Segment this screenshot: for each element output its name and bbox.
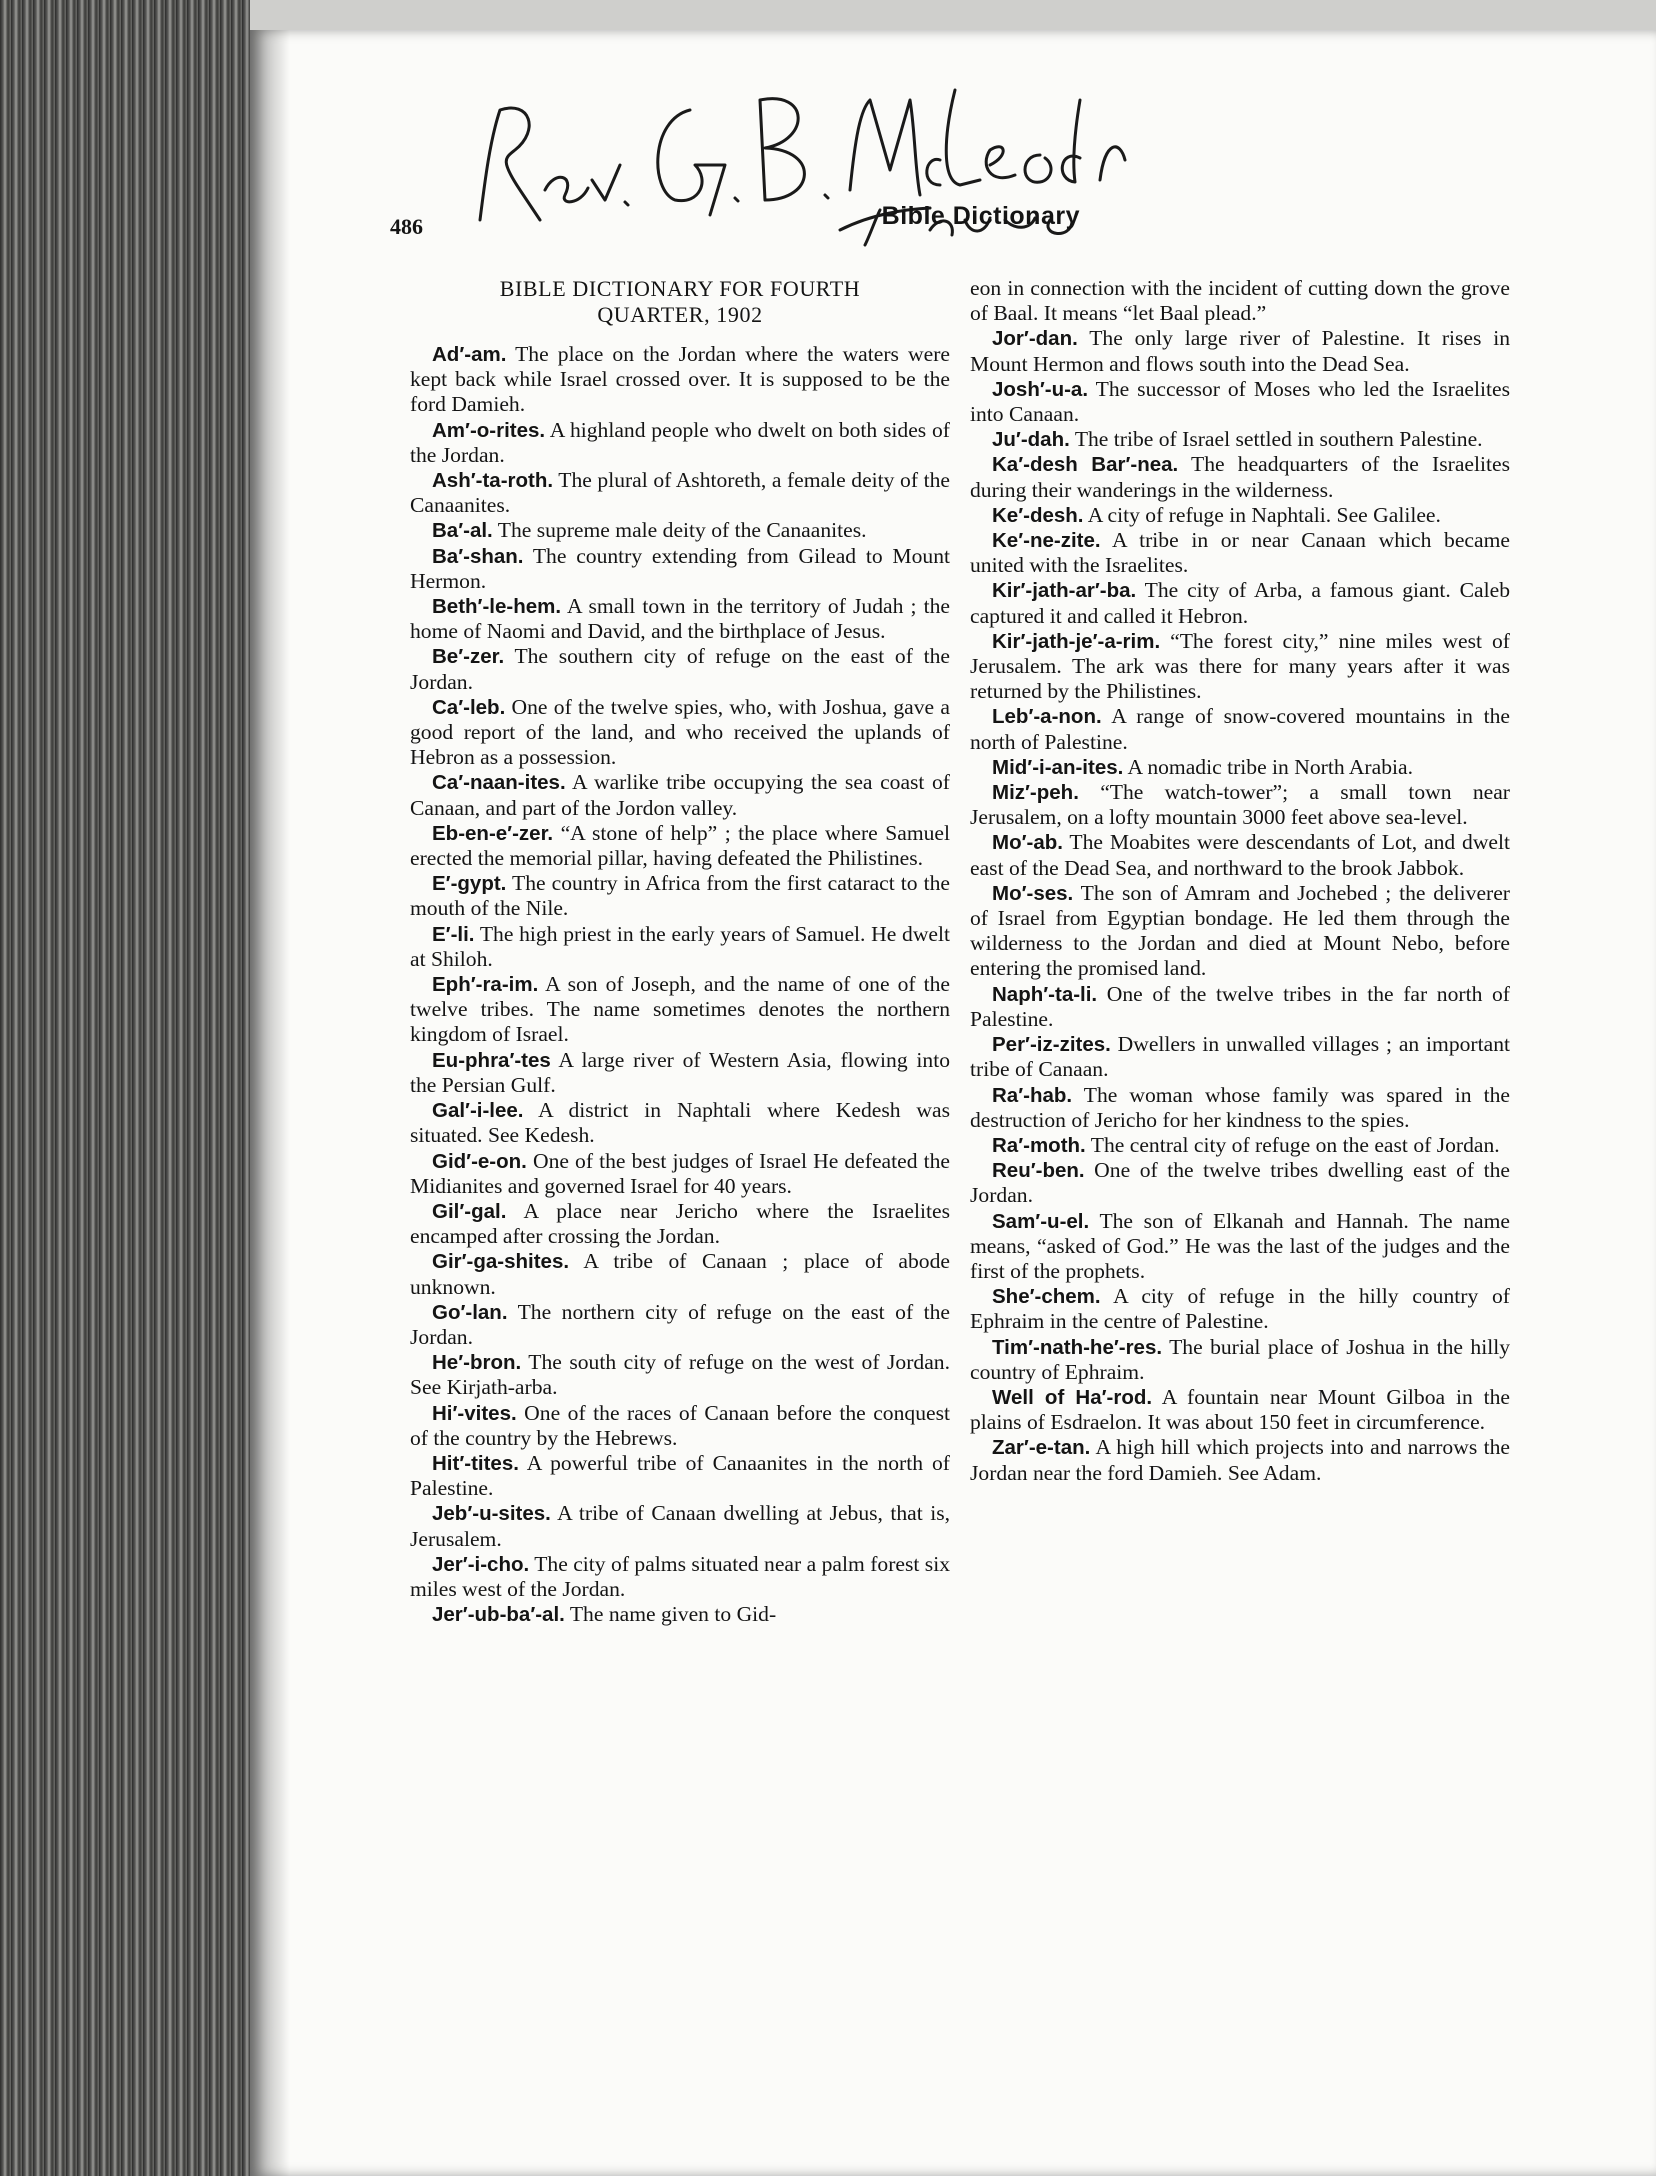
entry-headword: Well of Ha′-rod.	[992, 1385, 1153, 1409]
dictionary-entry	[970, 377, 1510, 427]
entry-definition: The country extending from Gilead to Mount Hermon.	[410, 543, 950, 593]
entry-definition: A tribe of Canaan dwelling at Jebus, that is, Jerusalem.	[410, 1501, 950, 1551]
entry-definition: The southern city of refuge on the east of the Jordan.	[410, 644, 950, 694]
entry-definition: The city of palms situated near a palm forest six miles west of the Jordan.	[410, 1551, 950, 1601]
dictionary-entry	[970, 830, 1510, 880]
entry-definition: One of the races of Canaan before the conquest of the country by the Hebrews.	[410, 1400, 950, 1450]
dictionary-entry	[970, 427, 1510, 452]
book-page-edges	[0, 0, 250, 2176]
dictionary-entry	[970, 704, 1510, 754]
dictionary-entry	[410, 1501, 950, 1551]
entry-definition: A tribe in or near Canaan which became united with the Israelites.	[970, 528, 1510, 578]
entry-definition: The burial place of Joshua in the hilly country of Ephraim.	[970, 1334, 1510, 1384]
entry-definition: The supreme male deity of the Canaanites.	[492, 518, 867, 543]
entry-headword: E′-gypt.	[432, 872, 507, 896]
entry-headword: Leb′-a-non.	[992, 705, 1102, 729]
entry-headword: Ad′-am.	[432, 343, 507, 366]
entry-definition: The only large river of Palestine. It rises in Mount Hermon and flows south into the Dead Sea.	[970, 326, 1510, 376]
entry-definition: The son of Elkanah and Hannah. The name means, “asked of God.” He was the last of the judges and the first of the prophets.	[970, 1208, 1510, 1283]
dictionary-entry	[970, 452, 1510, 502]
page-number: 486	[390, 214, 423, 239]
dictionary-entry	[410, 871, 950, 921]
entry-definition: One of the twelve spies, who, with Joshua, gave a good report of the land, and who received the uplands of Hebron as a possession.	[410, 694, 950, 770]
dictionary-entry	[410, 770, 950, 820]
entry-definition: A large river of Western Asia, flowing into the Persian Gulf.	[410, 1047, 950, 1097]
entry-headword: She′-chem.	[992, 1285, 1101, 1309]
entry-definition: “A stone of help” ; the place where Samuel erected the memorial pillar, having defeated the Philistines.	[410, 820, 950, 871]
entry-headword: Ju′-dah.	[992, 428, 1070, 452]
dictionary-entry	[970, 629, 1510, 705]
entry-definition: The central city of refuge on the east of Jordan.	[1085, 1132, 1500, 1157]
dictionary-entry	[970, 1335, 1510, 1385]
section-title	[410, 276, 950, 328]
dictionary-entry	[970, 755, 1510, 780]
entry-headword: Mo′-ses.	[992, 881, 1074, 905]
entry-headword: Ke′-desh.	[992, 503, 1084, 527]
entry-definition: A son of Joseph, and the name of one of the twelve tribes. The name sometimes denotes the northern kingdom of Israel.	[410, 972, 950, 1047]
entry-definition: A city of refuge in Naphtali. See Galilee.	[1083, 502, 1441, 527]
entry-headword: Josh′-u-a.	[992, 377, 1089, 401]
dictionary-entry	[410, 922, 950, 972]
entry-headword: Beth′-le-hem.	[432, 595, 562, 619]
dictionary-entry	[410, 695, 950, 771]
entry-headword: Hi′-vites.	[432, 1401, 517, 1425]
entry-headword: Ba′-shan.	[432, 544, 524, 568]
entry-definition: A place near Jericho where the Israelites encamped after crossing the Jordan.	[410, 1198, 950, 1249]
entry-headword: Miz′-peh.	[992, 781, 1079, 805]
left-column	[410, 276, 950, 1627]
dictionary-entry	[970, 1209, 1510, 1285]
entry-definition: A small town in the territory of Judah ; the home of Naomi and David, and the birthplace of Jesus.	[410, 594, 950, 644]
dictionary-entry	[410, 644, 950, 694]
entry-definition: The name given to Gid-	[564, 1602, 777, 1627]
entry-definition: The successor of Moses who led the Israelites into Canaan.	[970, 376, 1510, 427]
entry-headword: Go′-lan.	[432, 1300, 508, 1324]
dictionary-entry	[410, 342, 950, 418]
entry-definition: One of the twelve tribes in the far north of Palestine.	[970, 981, 1510, 1031]
entry-headword: Zar′-e-tan.	[992, 1436, 1091, 1460]
dictionary-entry	[410, 518, 950, 543]
entry-definition: Dwellers in unwalled villages ; an important tribe of Canaan.	[970, 1032, 1510, 1082]
entry-headword: Eph′-ra-im.	[432, 973, 539, 997]
header-title: Bible Dictionary	[881, 202, 1080, 230]
dictionary-entry	[410, 1249, 950, 1299]
entry-definition: A nomadic tribe in North Arabia.	[1123, 754, 1413, 779]
dictionary-entry	[410, 1350, 950, 1400]
left-entries	[410, 342, 950, 1627]
entry-definition: The place on the Jordan where the waters were kept back while Israel crossed over. It is supposed to be the ford Damieh.	[410, 342, 950, 417]
entry-headword: Reu′-ben.	[992, 1159, 1085, 1183]
entry-headword: He′-bron.	[432, 1351, 522, 1375]
dictionary-entry	[970, 326, 1510, 376]
entry-headword: Ra′-hab.	[992, 1083, 1073, 1107]
entry-definition: A tribe of Canaan ; place of abode unknown.	[410, 1249, 950, 1299]
entry-definition: The city of Arba, a famous giant. Caleb captured it and called it Hebron.	[970, 578, 1510, 628]
entry-headword: Per′-iz-zites.	[992, 1033, 1111, 1057]
dictionary-entry	[410, 1401, 950, 1451]
entry-headword: Ash′-ta-roth.	[432, 469, 554, 493]
entry-headword: Ra′-moth.	[992, 1133, 1086, 1157]
entry-definition: The tribe of Israel settled in southern Palestine.	[1069, 427, 1483, 452]
dictionary-entry	[410, 1098, 950, 1148]
entry-headword: Kir′-jath-je′-a-rim.	[992, 629, 1161, 653]
dictionary-entry	[970, 1133, 1510, 1158]
dictionary-entry	[970, 1284, 1510, 1334]
entry-headword: Ke′-ne-zite.	[992, 529, 1101, 553]
dictionary-entry	[970, 1158, 1510, 1208]
entry-definition: A fountain near Mount Gilboa in the plains of Esdraelon. It was about 150 feet in circumference.	[970, 1384, 1510, 1435]
entry-headword: Tim′-nath-he′-res.	[992, 1335, 1163, 1359]
entry-headword: Naph′-ta-li.	[992, 982, 1098, 1006]
entry-headword: Gal′-i-lee.	[432, 1099, 524, 1123]
entry-headword: Mo′-ab.	[992, 831, 1063, 855]
binding-shadow	[250, 30, 290, 2176]
entry-definition: The south city of refuge on the west of Jordan. See Kirjath-arba.	[410, 1350, 950, 1400]
entry-headword: Jeb′-u-sites.	[432, 1502, 551, 1526]
dictionary-entry	[410, 594, 950, 644]
dictionary-entry	[970, 881, 1510, 982]
entry-definition: The son of Amram and Jochebed ; the deliverer of Israel from Egyptian bondage. He led them through the wilderness to the Jordan and died at Mount Nebo, before entering the promised land.	[970, 880, 1510, 981]
dictionary-entry	[970, 503, 1510, 528]
dictionary-entry	[410, 821, 950, 871]
dictionary-entry	[970, 982, 1510, 1032]
dictionary-entry	[970, 528, 1510, 578]
entry-definition: A highland people who dwelt on both sides of the Jordan.	[410, 417, 950, 467]
running-head	[390, 200, 1080, 240]
entry-headword: Mid′-i-an-ites.	[992, 755, 1124, 779]
right-entries	[970, 326, 1510, 1485]
entry-definition: The headquarters of the Israelites during their wanderings in the wilderness.	[970, 452, 1510, 502]
entry-definition: A powerful tribe of Canaanites in the north of Palestine.	[410, 1450, 950, 1501]
dictionary-entry	[970, 1032, 1510, 1082]
dictionary-entry	[410, 972, 950, 1048]
entry-headword: E′-li.	[432, 922, 475, 946]
entry-headword: Gir′-ga-shites.	[432, 1250, 570, 1274]
dictionary-entry	[410, 1451, 950, 1501]
entry-definition: The Moabites were descendants of Lot, and dwelt east of the Dead Sea, and northward to the brook Jabbok.	[970, 830, 1510, 880]
entry-definition: A range of snow-covered mountains in the north of Palestine.	[970, 704, 1510, 754]
entry-headword: Hit′-tites.	[432, 1451, 519, 1475]
entry-definition: A warlike tribe occupying the sea coast of Canaan, and part of the Jordon valley.	[410, 770, 950, 820]
entry-headword: Ca′-naan-ites.	[432, 771, 566, 795]
dictionary-entry	[410, 1602, 950, 1627]
continuation-text: eon in connection with the incident of cutting down the grove of Baal. It means “let Baal plead.”	[970, 276, 1510, 326]
dictionary-entry	[410, 544, 950, 594]
dictionary-entry	[970, 780, 1510, 830]
entry-headword: Ka′-desh Bar′-nea.	[992, 453, 1179, 477]
entry-definition: The country in Africa from the first cataract to the mouth of the Nile.	[410, 871, 950, 921]
section-title-line2: QUARTER, 1902	[597, 302, 763, 327]
right-column	[970, 276, 1510, 1486]
entry-definition: A high hill which projects into and narrows the Jordan near the ford Damieh. See Adam.	[970, 1435, 1510, 1485]
dictionary-entry	[410, 1199, 950, 1249]
dictionary-entry	[970, 1083, 1510, 1133]
entry-headword: Ba′-al.	[432, 519, 493, 543]
entry-definition: “The watch-tower”; a small town near Jerusalem, on a lofty mountain 3000 feet above sea-level.	[970, 780, 1510, 830]
entry-definition: A city of refuge in the hilly country of Ephraim in the centre of Palestine.	[970, 1284, 1510, 1334]
dictionary-entry	[410, 1048, 950, 1098]
dictionary-entry	[970, 1385, 1510, 1435]
entry-headword: Jer′-i-cho.	[432, 1552, 530, 1576]
entry-headword: Kir′-jath-ar′-ba.	[992, 579, 1137, 603]
dictionary-entry	[410, 1552, 950, 1602]
dictionary-entry	[410, 418, 950, 468]
entry-headword: Gid′-e-on.	[432, 1149, 527, 1173]
entry-headword: Sam′-u-el.	[992, 1209, 1090, 1233]
dictionary-entry	[970, 578, 1510, 628]
entry-definition: One of the best judges of Israel He defeated the Midianites and governed Israel for 40 years.	[410, 1148, 950, 1198]
entry-definition: The high priest in the early years of Samuel. He dwelt at Shiloh.	[410, 921, 950, 971]
entry-headword: Jer′-ub-ba′-al.	[432, 1603, 565, 1627]
entry-headword: Jor′-dan.	[992, 327, 1078, 351]
dictionary-entry	[410, 1300, 950, 1350]
dictionary-entry	[410, 1149, 950, 1199]
dictionary-entry	[410, 468, 950, 518]
entry-headword: Be′-zer.	[432, 645, 505, 669]
dictionary-entry	[970, 1435, 1510, 1485]
entry-headword: Am′-o-rites.	[432, 418, 546, 442]
section-title-line1: BIBLE DICTIONARY FOR FOURTH	[499, 276, 861, 301]
entry-definition: The woman whose family was spared in the destruction of Jericho for her kindness to the spies.	[970, 1082, 1510, 1132]
entry-definition: “The forest city,” nine miles west of Jerusalem. The ark was there for many years after it was returned by the Philistines.	[970, 628, 1510, 704]
entry-headword: Eu-phra′-tes	[432, 1048, 551, 1072]
entry-headword: Eb-en-e′-zer.	[432, 821, 554, 845]
entry-definition: The plural of Ashtoreth, a female deity of the Canaanites.	[410, 468, 950, 518]
entry-definition: The northern city of refuge on the east of the Jordan.	[410, 1299, 950, 1349]
entry-definition: One of the twelve tribes dwelling east of the Jordan.	[970, 1158, 1510, 1208]
entry-headword: Gil′-gal.	[432, 1199, 507, 1223]
entry-headword: Ca′-leb.	[432, 695, 506, 719]
entry-definition: A district in Naphtali where Kedesh was situated. See Kedesh.	[410, 1098, 950, 1148]
